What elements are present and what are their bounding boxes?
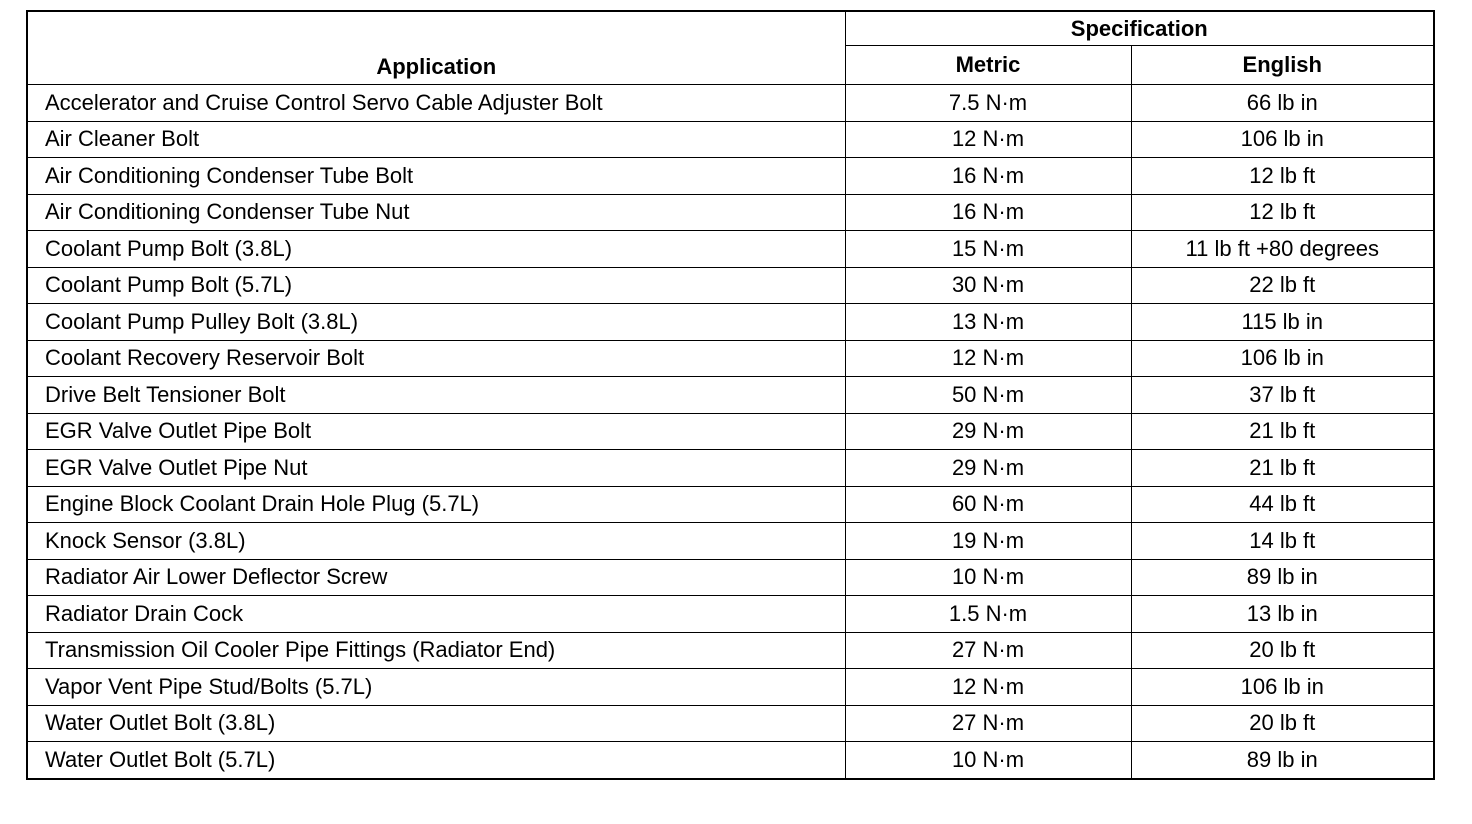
application-cell: Water Outlet Bolt (5.7L)	[27, 742, 845, 779]
specification-column-header: Specification	[845, 11, 1434, 46]
english-cell: 89 lb in	[1131, 742, 1434, 779]
table-body	[27, 85, 1434, 779]
application-cell: Transmission Oil Cooler Pipe Fittings (Radiator End)	[27, 632, 845, 669]
english-cell: 89 lb in	[1131, 559, 1434, 596]
english-cell: 115 lb in	[1131, 304, 1434, 341]
application-cell: Air Conditioning Condenser Tube Nut	[27, 194, 845, 231]
metric-cell: 16 N·m	[845, 158, 1131, 195]
table-row	[27, 158, 1434, 195]
application-cell: Vapor Vent Pipe Stud/Bolts (5.7L)	[27, 669, 845, 706]
english-cell: 13 lb in	[1131, 596, 1434, 633]
application-cell: Coolant Pump Bolt (3.8L)	[27, 231, 845, 268]
english-cell: 21 lb ft	[1131, 413, 1434, 450]
application-cell: Air Conditioning Condenser Tube Bolt	[27, 158, 845, 195]
application-cell: EGR Valve Outlet Pipe Bolt	[27, 413, 845, 450]
table-row	[27, 523, 1434, 560]
metric-cell: 7.5 N·m	[845, 85, 1131, 122]
metric-cell: 1.5 N·m	[845, 596, 1131, 633]
application-cell: Coolant Pump Bolt (5.7L)	[27, 267, 845, 304]
application-cell: Coolant Recovery Reservoir Bolt	[27, 340, 845, 377]
english-cell: 11 lb ft +80 degrees	[1131, 231, 1434, 268]
metric-cell: 30 N·m	[845, 267, 1131, 304]
application-cell: Engine Block Coolant Drain Hole Plug (5.7L)	[27, 486, 845, 523]
english-cell: 12 lb ft	[1131, 194, 1434, 231]
application-cell: Air Cleaner Bolt	[27, 121, 845, 158]
english-cell: 20 lb ft	[1131, 632, 1434, 669]
table-row	[27, 596, 1434, 633]
application-cell: Accelerator and Cruise Control Servo Cable Adjuster Bolt	[27, 85, 845, 122]
metric-cell: 29 N·m	[845, 413, 1131, 450]
table-row	[27, 194, 1434, 231]
table-row	[27, 450, 1434, 487]
application-cell: EGR Valve Outlet Pipe Nut	[27, 450, 845, 487]
header-row-top	[27, 11, 1434, 46]
torque-spec-table	[26, 10, 1435, 780]
table-row	[27, 413, 1434, 450]
metric-cell: 50 N·m	[845, 377, 1131, 414]
metric-cell: 19 N·m	[845, 523, 1131, 560]
english-column-header: English	[1131, 46, 1434, 85]
table-row	[27, 742, 1434, 779]
english-cell: 106 lb in	[1131, 669, 1434, 706]
table-row	[27, 267, 1434, 304]
metric-cell: 29 N·m	[845, 450, 1131, 487]
application-cell: Radiator Drain Cock	[27, 596, 845, 633]
metric-column-header: Metric	[845, 46, 1131, 85]
table-row	[27, 304, 1434, 341]
english-cell: 22 lb ft	[1131, 267, 1434, 304]
metric-cell: 27 N·m	[845, 705, 1131, 742]
metric-cell: 16 N·m	[845, 194, 1131, 231]
english-cell: 66 lb in	[1131, 85, 1434, 122]
metric-cell: 10 N·m	[845, 559, 1131, 596]
english-cell: 21 lb ft	[1131, 450, 1434, 487]
table-row	[27, 231, 1434, 268]
application-column-header: Application	[27, 11, 845, 85]
metric-cell: 12 N·m	[845, 669, 1131, 706]
metric-cell: 12 N·m	[845, 121, 1131, 158]
metric-cell: 27 N·m	[845, 632, 1131, 669]
english-cell: 20 lb ft	[1131, 705, 1434, 742]
metric-cell: 13 N·m	[845, 304, 1131, 341]
english-cell: 106 lb in	[1131, 340, 1434, 377]
table-row	[27, 340, 1434, 377]
table-row	[27, 559, 1434, 596]
metric-cell: 60 N·m	[845, 486, 1131, 523]
table-row	[27, 377, 1434, 414]
table-row	[27, 121, 1434, 158]
application-cell: Knock Sensor (3.8L)	[27, 523, 845, 560]
table-row	[27, 669, 1434, 706]
metric-cell: 10 N·m	[845, 742, 1131, 779]
application-cell: Coolant Pump Pulley Bolt (3.8L)	[27, 304, 845, 341]
metric-cell: 15 N·m	[845, 231, 1131, 268]
application-cell: Water Outlet Bolt (3.8L)	[27, 705, 845, 742]
english-cell: 37 lb ft	[1131, 377, 1434, 414]
metric-cell: 12 N·m	[845, 340, 1131, 377]
english-cell: 12 lb ft	[1131, 158, 1434, 195]
english-cell: 44 lb ft	[1131, 486, 1434, 523]
table-row	[27, 486, 1434, 523]
table-header	[27, 11, 1434, 85]
application-cell: Drive Belt Tensioner Bolt	[27, 377, 845, 414]
table-row	[27, 85, 1434, 122]
english-cell: 14 lb ft	[1131, 523, 1434, 560]
table-row	[27, 705, 1434, 742]
application-cell: Radiator Air Lower Deflector Screw	[27, 559, 845, 596]
table-row	[27, 632, 1434, 669]
english-cell: 106 lb in	[1131, 121, 1434, 158]
